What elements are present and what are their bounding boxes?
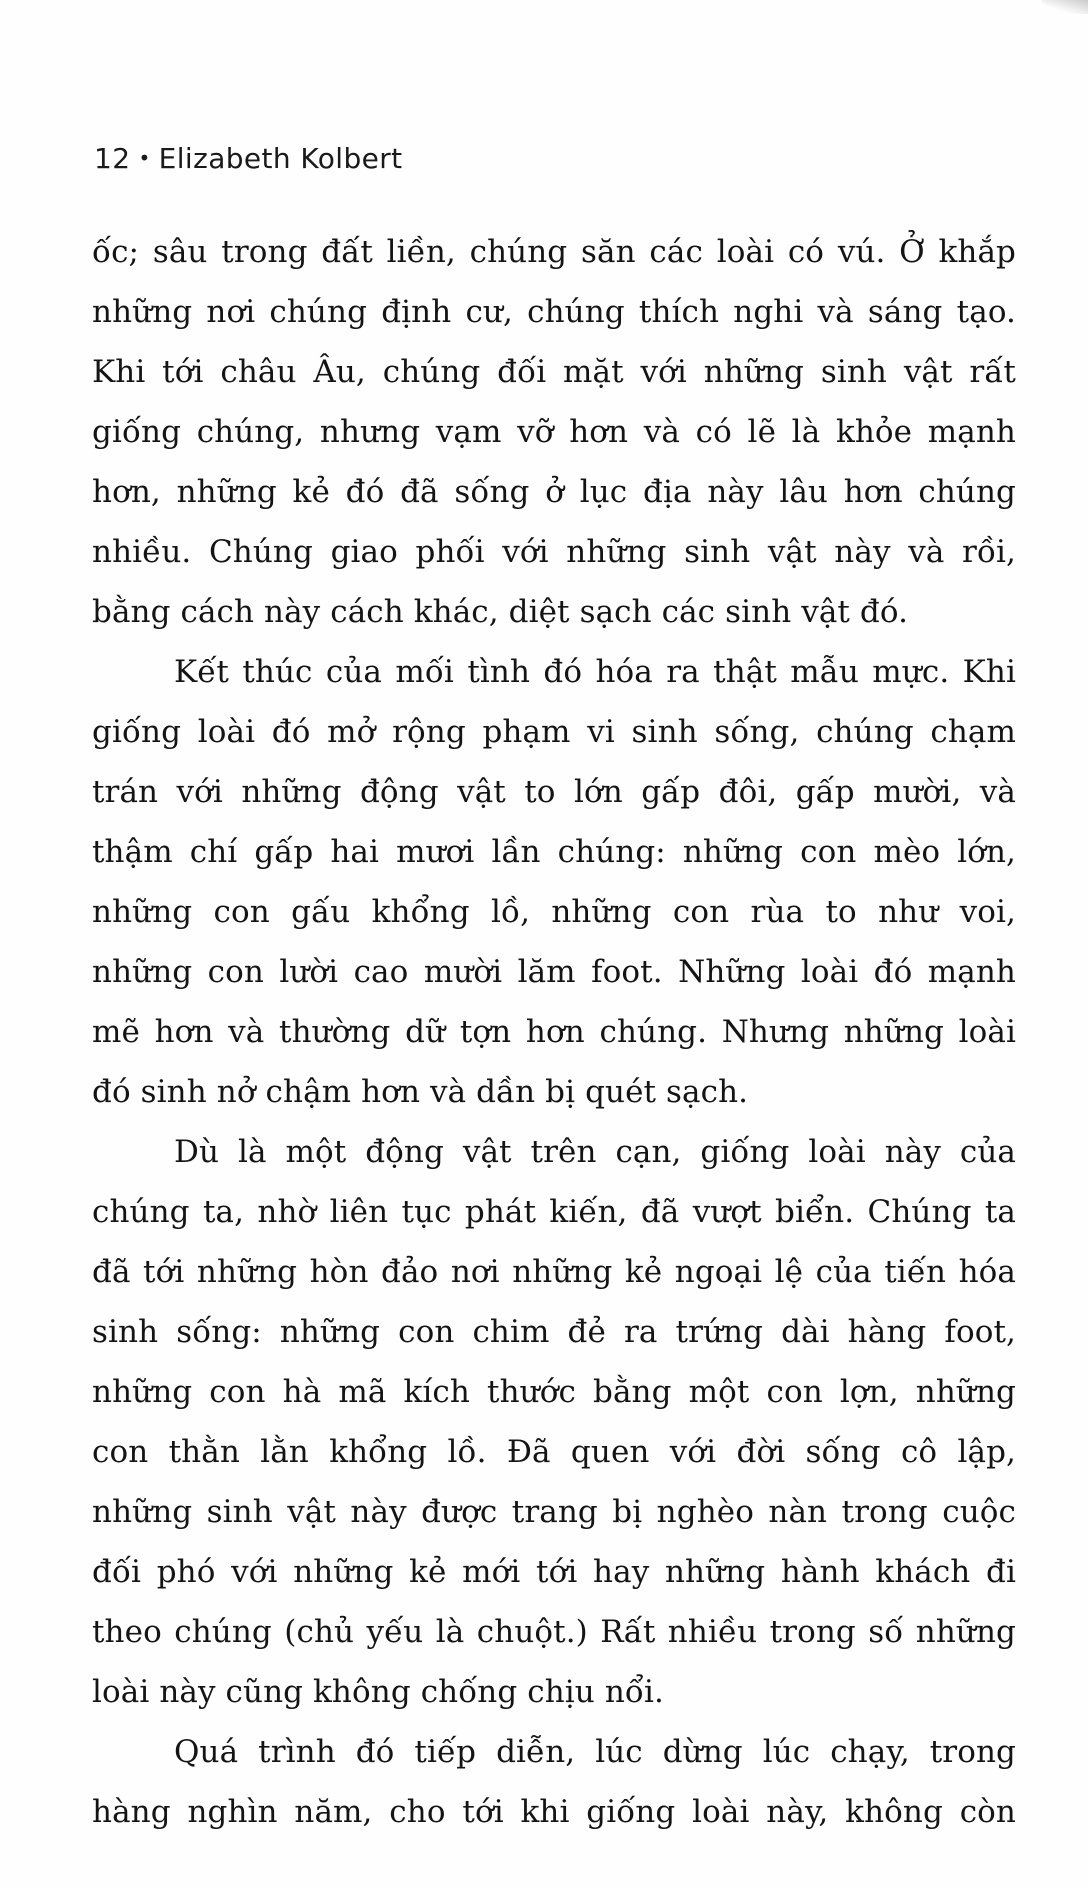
paragraph-1 [92,222,1016,642]
text-line: con thằn lằn khổng lồ. Đã quen với đời sống cô lập, [92,1434,1016,1470]
text-line: Kết thúc của mối tình đó hóa ra thật mẫu mực. Khi [174,654,1016,690]
text-line: những sinh vật này được trang bị nghèo nàn trong cuộc [92,1494,1016,1530]
text-line: trán với những động vật to lớn gấp đôi, gấp mười, và [92,774,1016,810]
text-line: sinh sống: những con chim đẻ ra trứng dài hàng foot, [92,1314,1016,1350]
text-line: những con lười cao mười lăm foot. Những loài đó mạnh [92,954,1016,990]
paragraph-4 [92,1722,1016,1842]
body-text [92,222,1016,1842]
text-line: chúng ta, nhờ liên tục phát kiến, đã vượt biển. Chúng ta [92,1194,1016,1230]
text-line: loài này cũng không chống chịu nổi. [92,1674,664,1710]
text-line: đã tới những hòn đảo nơi những kẻ ngoại lệ của tiến hóa [92,1254,1016,1290]
text-line: đối phó với những kẻ mới tới hay những hành khách đi [92,1554,1016,1590]
text-line: Dù là một động vật trên cạn, giống loài này của [174,1134,1016,1170]
author-name: Elizabeth Kolbert [158,142,403,175]
text-line: giống loài đó mở rộng phạm vi sinh sống, chúng chạm [92,714,1016,750]
header-separator: • [138,146,151,170]
text-line: giống chúng, nhưng vạm vỡ hơn và có lẽ là khỏe mạnh [92,414,1016,450]
text-line: những con gấu khổng lồ, những con rùa to như voi, [92,894,1016,930]
text-line: Khi tới châu Âu, chúng đối mặt với những sinh vật rất [92,354,1016,390]
text-line: thậm chí gấp hai mươi lần chúng: những con mèo lớn, [92,834,1016,870]
text-line: ốc; sâu trong đất liền, chúng săn các loài có vú. Ở khắp [92,234,1016,270]
text-line: hơn, những kẻ đó đã sống ở lục địa này lâu hơn chúng [92,474,1016,510]
page-number: 12 [94,142,131,175]
page-corner-shadow [1042,0,1088,14]
text-line: nhiều. Chúng giao phối với những sinh vật này và rồi, [92,534,1016,570]
text-line: bằng cách này cách khác, diệt sạch các sinh vật đó. [92,594,909,630]
text-line: đó sinh nở chậm hơn và dần bị quét sạch. [92,1074,749,1110]
text-line: mẽ hơn và thường dữ tợn hơn chúng. Nhưng những loài [92,1014,1016,1050]
text-line: những con hà mã kích thước bằng một con lợn, những [92,1374,1016,1410]
text-line: hàng nghìn năm, cho tới khi giống loài này, không còn [92,1794,1016,1830]
text-line: Quá trình đó tiếp diễn, lúc dừng lúc chạy, trong [174,1734,1016,1770]
paragraph-2 [92,642,1016,1122]
paragraph-3 [92,1122,1016,1722]
text-line: theo chúng (chủ yếu là chuột.) Rất nhiều trong số những [92,1614,1016,1650]
running-head [94,142,403,175]
text-line: những nơi chúng định cư, chúng thích nghi và sáng tạo. [92,294,1016,330]
